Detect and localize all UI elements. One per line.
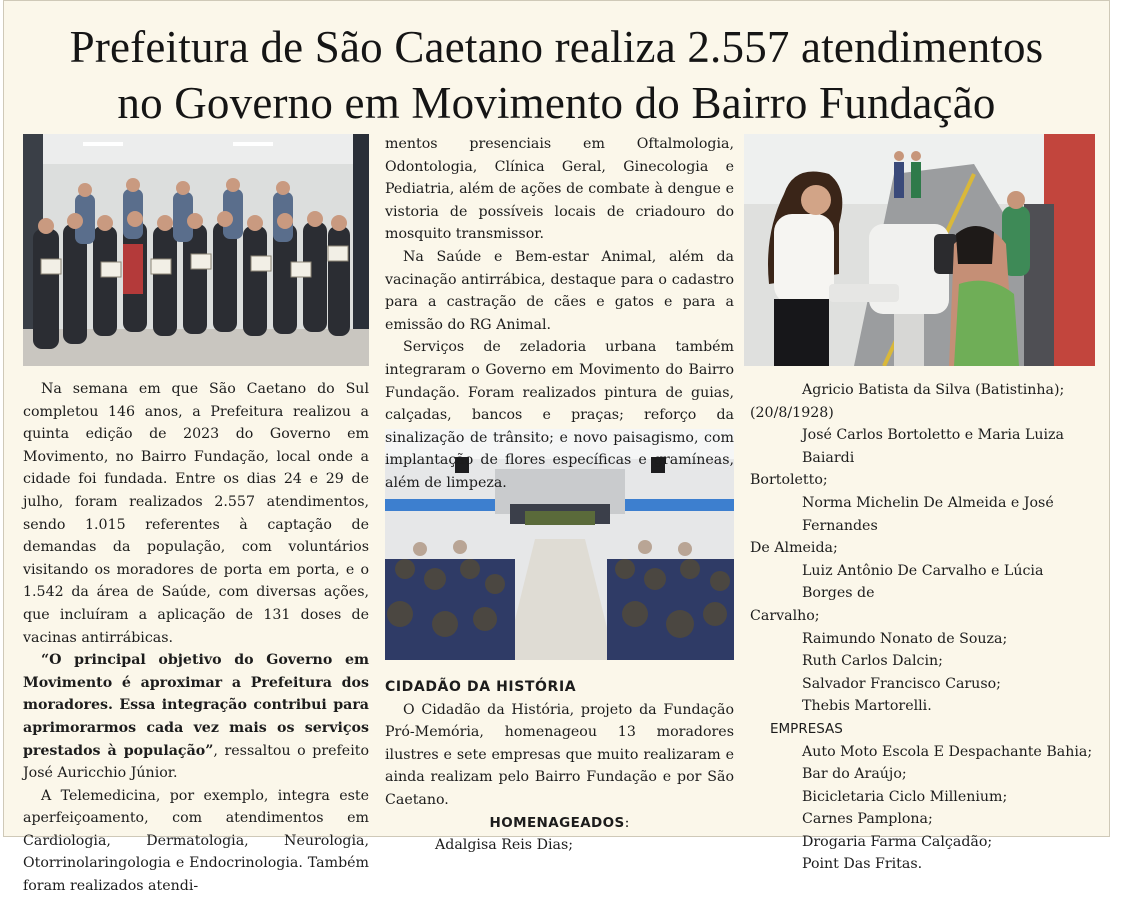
column-2-bottom: [385, 676, 734, 857]
paragraph-telemedicine: A Telemedicina, por exemplo, integra este aperfeiçoamento, com atendimentos em Cardiologia, Dermatologia, Neurologia, Otorrinolaringologia e Endocrinologia. Também foram realizados atendi-: [23, 787, 369, 895]
honoree-item: Ruth Carlos Dalcin;: [802, 653, 943, 670]
newspaper-page: [3, 0, 1110, 895]
honoree-item-cont: Carvalho;: [750, 607, 820, 624]
group-photo-certificates: [23, 134, 369, 366]
column-2-top: [385, 133, 734, 495]
honorees-heading: HOMENAGEADOS:: [489, 814, 630, 831]
paragraph-cidadao: O Cidadão da História, projeto da Fundação Pró-Memória, homenageou 13 moradores ilustres e sete empresas que muito realizaram e ainda realizam pelo Bairro Fundação e por São Caetano.: [385, 701, 734, 808]
paragraph-intro: Na semana em que São Caetano do Sul completou 146 anos, a Prefeitura realizou a quinta edição de 2023 do Governo em Movimento, no Bairro Fundação, local onde a cidade foi fundada. Entre os dias 24 e 29 de julho, foram realizados 2.557 atendimentos, sendo 1.015 referentes à captação de demandas da população, com voluntários visitando os moradores de porta em porta, e o 1.542 da área de Saúde, com diversas ações, que incluíram a aplicação de 131 doses de vacinas antirrábicas.: [23, 381, 369, 646]
eye-exam-photo: [744, 134, 1095, 366]
honoree-item: Norma Michelin De Almeida e José Fernandes: [802, 494, 1054, 534]
paragraph-consultations: mentos presenciais em Oftalmologia, Odontologia, Clínica Geral, Ginecologia e Pediatria, além de ações de combate à dengue e vistoria de possíveis locais de criadouro do mosquito transmissor.: [385, 136, 734, 243]
company-item: Carnes Pamplona;: [802, 811, 933, 828]
headline: [4, 19, 1109, 131]
headline-line-1: Prefeitura de São Caetano realiza 2.557 atendimentos: [69, 22, 1044, 72]
headline-line-2: no Governo em Movimento do Bairro Fundação: [117, 78, 996, 128]
mayor-quote: “O principal objetivo do Governo em Movimento é aproximar a Prefeitura dos moradores. Essa integração contribui para aprimorarmos cada vez mais os serviços prestados à população”: [23, 652, 369, 759]
honoree-item-cont: Bortoletto;: [750, 472, 828, 489]
paragraph-animal-health: Na Saúde e Bem-estar Animal, além da vacinação antirrábica, destaque para o cadastro para a castração de cães e gatos e para a emissão do RG Animal.: [385, 248, 734, 333]
honoree-item-date: (20/8/1928): [750, 404, 834, 421]
company-item: Auto Moto Escola E Despachante Bahia;: [802, 743, 1093, 760]
column-3: [750, 379, 1098, 876]
honoree-item-cont: De Almeida;: [750, 540, 838, 557]
companies-heading: EMPRESAS: [770, 720, 843, 737]
company-item: Bicicletaria Ciclo Millenium;: [802, 788, 1008, 805]
honoree-first: Adalgisa Reis Dias;: [435, 837, 574, 854]
paragraph-quote: [23, 649, 369, 785]
honoree-item: Salvador Francisco Caruso;: [802, 675, 1001, 692]
honoree-item: Agricio Batista da Silva (Batistinha);: [802, 382, 1065, 398]
company-item: Drogaria Farma Calçadão;: [802, 833, 993, 850]
column-1: [23, 378, 369, 898]
honoree-item: Thebis Martorelli.: [802, 698, 932, 715]
honoree-item: Luiz Antônio De Carvalho e Lúcia Borges de: [802, 562, 1044, 602]
honoree-item: Raimundo Nonato de Souza;: [802, 630, 1008, 647]
paragraph-urban-services: Serviços de zeladoria urbana também integraram o Governo em Movimento do Bairro Fundação. Foram realizados pintura de guias, calçadas, bancos e praças; reforço da sinalização de trânsito; e novo paisagismo, com implantação de flores específicas e gramíneas, além de limpeza.: [385, 339, 734, 491]
company-item: Bar do Araújo;: [802, 766, 907, 783]
quote-attribution: , ressaltou o prefeito José Auricchio Júnior.: [23, 742, 369, 782]
company-item: Point Das Fritas.: [802, 856, 923, 873]
honoree-item: José Carlos Bortoletto e Maria Luiza Baiardi: [802, 427, 1064, 466]
section-heading-cidadao: CIDADÃO DA HISTÓRIA: [385, 679, 577, 695]
